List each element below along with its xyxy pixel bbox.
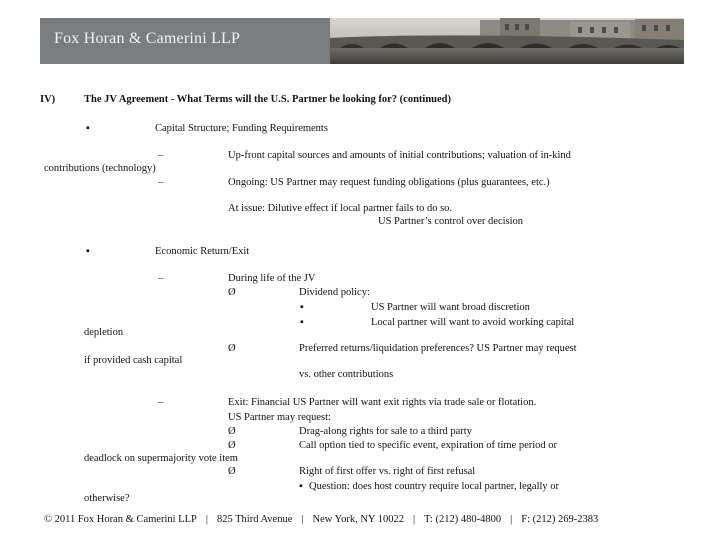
bullet-square: ▪ [300, 302, 304, 313]
footer-copyright: © 2011 Fox Horan & Camerini LLP [44, 514, 197, 525]
header-banner [40, 18, 684, 64]
footer-separator: | [510, 514, 513, 525]
call-option-line2: deadlock on supermajority vote item [84, 453, 238, 464]
issue-line2: US Partner’s control over decision [378, 216, 524, 227]
capital-item1-line2: contributions (technology) [44, 163, 156, 174]
dash-bullet: – [158, 273, 164, 284]
arrow-bullet: Ø [228, 466, 236, 477]
bullet-square: ▪ [300, 317, 304, 328]
bridge-photo [330, 18, 684, 64]
dividend-policy: Dividend policy: [299, 287, 370, 298]
dash-bullet: – [158, 177, 164, 188]
footer-fax: F: (212) 269-2383 [521, 514, 599, 525]
dash-bullet: – [158, 150, 164, 161]
bullet-square: ▪ [86, 246, 90, 257]
footer-city: New York, NY 10022 [312, 514, 404, 525]
preferred-returns-line1: Preferred returns/liquidation preferences? US Partner may request [299, 343, 577, 354]
dividend-item2-cont: depletion [84, 327, 124, 338]
exit-line2: US Partner may request: [228, 412, 331, 423]
drag-along: Drag-along rights for sale to a third party [299, 426, 472, 437]
arrow-bullet: Ø [228, 343, 236, 354]
dividend-item1: US Partner will want broad discretion [371, 302, 530, 313]
footer-phone: T: (212) 480-4800 [424, 514, 502, 525]
bullet-square: ▪ [299, 481, 303, 492]
footer-separator: | [412, 514, 416, 525]
capital-item1-line1: Up-front capital sources and amounts of initial contributions; valuation of in-kind [228, 150, 571, 161]
capital-heading: Capital Structure; Funding Requirements [155, 123, 328, 134]
preferred-returns-line2: if provided cash capital [84, 355, 183, 366]
bullet-square: ▪ [86, 123, 90, 134]
footer-address: 825 Third Avenue [216, 514, 293, 525]
arrow-bullet: Ø [228, 426, 236, 437]
life-of-jv: During life of the JV [228, 273, 316, 284]
arrow-bullet: Ø [228, 440, 236, 451]
right-of-first-offer: Right of first offer vs. right of first refusal [299, 466, 476, 477]
preferred-returns-line3: vs. other contributions [299, 369, 394, 380]
issue-line1: At issue: Dilutive effect if local partner fails to do so. [228, 203, 453, 214]
capital-item2: Ongoing: US Partner may request funding obligations (plus guarantees, etc.) [228, 177, 550, 188]
question-line2: otherwise? [84, 493, 130, 504]
dividend-item2: Local partner will want to avoid working capital [371, 317, 575, 328]
footer-separator: | [301, 514, 304, 525]
firm-name: Fox Horan & Camerini LLP [54, 30, 241, 47]
call-option-line1: Call option tied to specific event, expiration of time period or [299, 440, 558, 451]
arrow-bullet: Ø [228, 287, 236, 298]
question-line1: Question: does host country require local partner, legally or [309, 481, 560, 492]
exit-line1: Exit: Financial US Partner will want exit rights via trade sale or flotation. [228, 397, 537, 408]
dash-bullet: – [158, 397, 164, 408]
section-title: The JV Agreement - What Terms will the U.S. Partner be looking for? (continued) [84, 94, 452, 105]
footer-separator: | [205, 514, 208, 525]
footer [44, 514, 598, 525]
econ-heading: Economic Return/Exit [155, 246, 250, 257]
section-numeral: IV) [40, 94, 56, 105]
